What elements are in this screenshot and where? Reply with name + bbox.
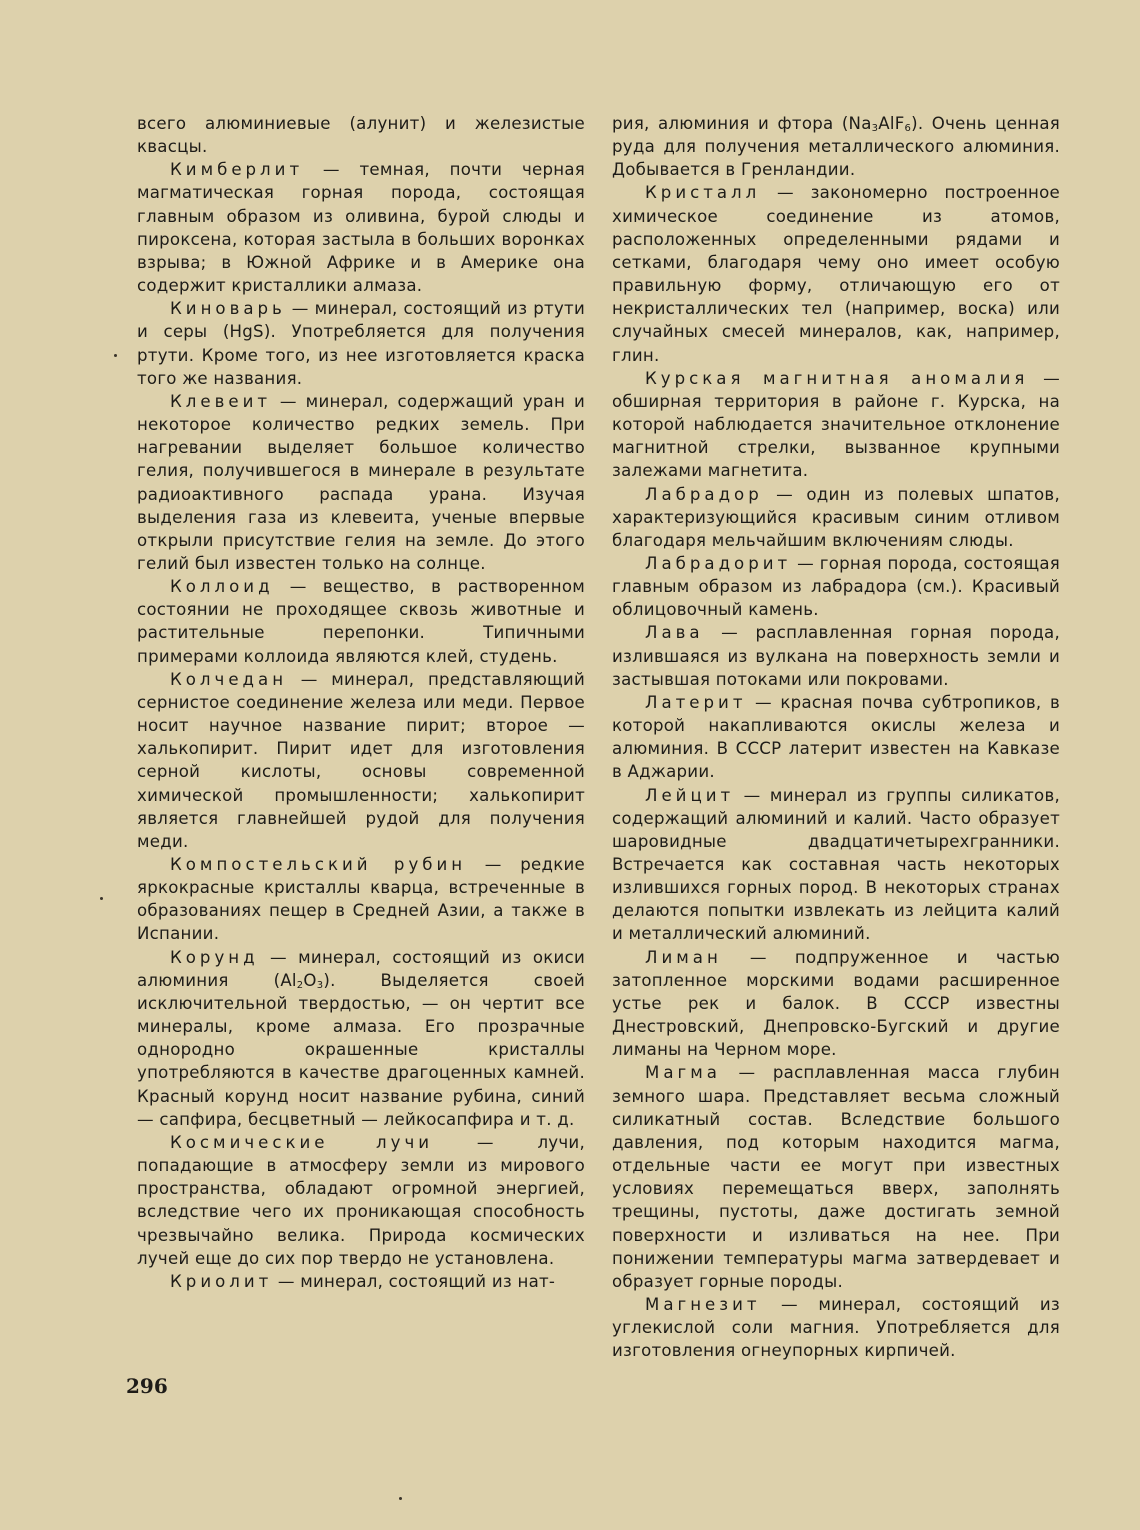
entry-kristall: [612, 181, 1060, 366]
entry-text: — красная почва субтропиков, в которой накапливаются окислы железа и алюминия. В СССР латерит известен на Кавказе в Аджарии.: [612, 692, 1060, 782]
entry-term: Курская магнитная аномалия: [645, 368, 1029, 388]
entry-term: Магма: [645, 1063, 721, 1083]
entry-text: — закономерно построенное химическое соединение из атомов, расположенных определенными рядами и сетками, благодаря чему оно имеет особую правильную форму, отличающую его от некристаллических тел (например, воска) или случайных смесей минералов, как, например, глин.: [612, 183, 1060, 365]
entry-term: Кристалл: [645, 183, 761, 203]
entry-term: Коллоид: [170, 577, 274, 597]
entry-kosmicheskie-luchi: [137, 1131, 585, 1270]
continuation-text: [612, 112, 1060, 181]
entry-text: — минерал, состоящий из углекислой соли магния. Употребляется для изготовления огнеупорных кирпичей.: [612, 1294, 1060, 1361]
entry-text: — расплавленная горная порода, излившаяся из вулкана на поверхность земли и застывшая потоками или покровами.: [612, 623, 1060, 689]
entry-kriolit: [137, 1270, 585, 1293]
entry-term: Клевеит: [170, 391, 272, 411]
entry-kimberlit: [137, 158, 585, 297]
formula-subscript: 3: [316, 979, 324, 991]
entry-liman: [612, 946, 1060, 1062]
entry-text: — минерал, представляющий сернистое соединение железа или меди. Первое носит научное название пирит; второе — халькопирит. Пирит идет для изготовления серной кислоты, основы современной химической промышленности; халькопирит является главнейшей рудой для получения меди.: [137, 669, 585, 851]
entry-magma: [612, 1061, 1060, 1293]
entry-text: — один из полевых шпатов, характеризующийся красивым синим отливом благодаря мельчайшим включениям слюды.: [612, 484, 1060, 550]
entry-term: Криолит: [170, 1271, 273, 1291]
entry-text: — подпруженное и частью затопленное морскими водами расширенное устье рек и балок. В СССР известны Днестровский, Днепровско-Бугский и другие лиманы на Черном море.: [612, 947, 1060, 1060]
entry-magnezit: [612, 1293, 1060, 1362]
entry-term: Компостельский рубин: [170, 855, 467, 874]
entry-term: Магнезит: [645, 1294, 761, 1314]
entry-term: Лиман: [645, 947, 722, 967]
formula-subscript: 6: [904, 123, 912, 134]
entry-korund: [137, 946, 585, 1131]
entry-labrador: [612, 483, 1060, 552]
entry-labradorit: [612, 552, 1060, 621]
entry-text: — темная, почти черная магматическая горная порода, состоящая главным образом из оливина, бурой слюды и пироксена, которая застыла в больших воронках взрыва; в Южной Африке и в Америке она содержит кристаллики алмаза.: [137, 160, 585, 296]
entry-term: Лейцит: [645, 785, 735, 805]
print-speck: [399, 1497, 402, 1500]
entry-kompostelsky-rubin: [137, 853, 585, 946]
continuation-text: всего алюминиевые (алунит) и железистые квасцы.: [137, 114, 585, 157]
continuation-part: ). Очень ценная руда для получения металлического алюминия. Добывается в Гренландии.: [612, 114, 1060, 180]
entry-term: Кимберлит: [170, 160, 304, 180]
print-speck: [114, 354, 117, 357]
entry-laterit: [612, 691, 1060, 784]
entry-term: Корунд: [170, 947, 259, 967]
entry-text: — лучи, попадающие в атмосферу земли из мирового пространства, обладают огромной энергией, вследствие чего их проникающая способность чрезвычайно велика. Природа космических лучей еще до сих пор твердо не установлена.: [137, 1132, 585, 1268]
formula-part: O: [303, 970, 317, 990]
print-speck: [100, 897, 103, 900]
entry-text: — расплавленная масса глубин земного шара. Представляет весьма сложный силикатный состав. Вследствие большого давления, под которым находится магма, отдельные части ее могут при известных условиях перемещаться вверх, заполнять трещины, пустоты, даже достигать земной поверхности и изливаться на нее. При понижении температуры магма затвердевает и образует горные породы.: [612, 1063, 1060, 1291]
entry-term: Лабрадор: [645, 484, 763, 504]
entry-text: — редкие яркокрасные кристаллы кварца, встреченные в образованиях пещер в Средней Азии, а также в Испании.: [137, 855, 585, 944]
entry-text: — минерал из группы силикатов, содержащий алюминий и калий. Часто образует шаровидные двадцатичетырехгранники. Встречается как составная часть некоторых излившихся горных пород. В некоторых странах делаются попытки извлекать из лейцита калий и металлический алюминий.: [612, 785, 1060, 944]
entry-text: — горная порода, состоящая главным образом из лабрадора (см.). Красивый облицовочный камень.: [612, 553, 1060, 620]
page-number: 296: [126, 1374, 168, 1398]
right-column: [612, 112, 1060, 1362]
continuation-part: рия, алюминия и фтора (Na: [612, 114, 872, 133]
entry-term: Колчедан: [170, 669, 288, 689]
formula-subscript: 2: [296, 979, 304, 991]
entry-text: — минерал, состоящий из ртути и серы (HgS). Употребляется для получения ртути. Кроме того, из нее изготовляется краска того же названия.: [137, 299, 585, 388]
entry-term: Космические лучи: [170, 1132, 434, 1152]
entry-text: ). Выделяется своей исключительной твердостью, — он чертит все минералы, кроме алмаза. Его прозрачные однородно окрашенные кристаллы употребляются в качестве драгоценных камней. Красный корунд носит название рубина, синий — сапфира, бесцветный — лейкосапфира и т. д.: [137, 970, 585, 1129]
entry-lava: [612, 621, 1060, 690]
entry-text: — вещество, в растворенном состоянии не проходящее сквозь животные и растительные перепонки. Типичными примерами коллоида являются клей, студень.: [137, 577, 585, 666]
entry-term: Латерит: [645, 692, 747, 712]
entry-leitsit: [612, 784, 1060, 946]
formula-part: AlF: [878, 114, 905, 133]
entry-kolchedan: [137, 668, 585, 853]
formula-subscript: 3: [871, 123, 879, 134]
left-column: [137, 112, 585, 1293]
entry-term: Киноварь: [170, 299, 286, 319]
entry-kleveit: [137, 390, 585, 575]
entry-term: Лабрадорит: [645, 553, 792, 573]
entry-kinovar: [137, 297, 585, 390]
entry-text: — минерал, состоящий из нат-: [272, 1271, 556, 1291]
entry-text: — минерал, содержащий уран и некоторое количество редких земель. При нагревании выделяет большое количество гелия, получившегося в минерале в результате радиоактивного распада урана. Изучая выделения газа из клевеита, ученые впервые открыли присутствие гелия на земле. До этого гелий был известен только на солнце.: [137, 391, 585, 573]
entry-text: — минерал, состоящий из окиси алюминия (Al: [137, 947, 585, 990]
entry-term: Лава: [645, 623, 704, 643]
entry-text: — обширная территория в районе г. Курска, на которой наблюдается значительное отклонение магнитной стрелки, вызванное крупными залежами магнетита.: [612, 368, 1060, 481]
entry-kurskaya-anomaliya: [612, 367, 1060, 483]
entry-kolloid: [137, 575, 585, 668]
